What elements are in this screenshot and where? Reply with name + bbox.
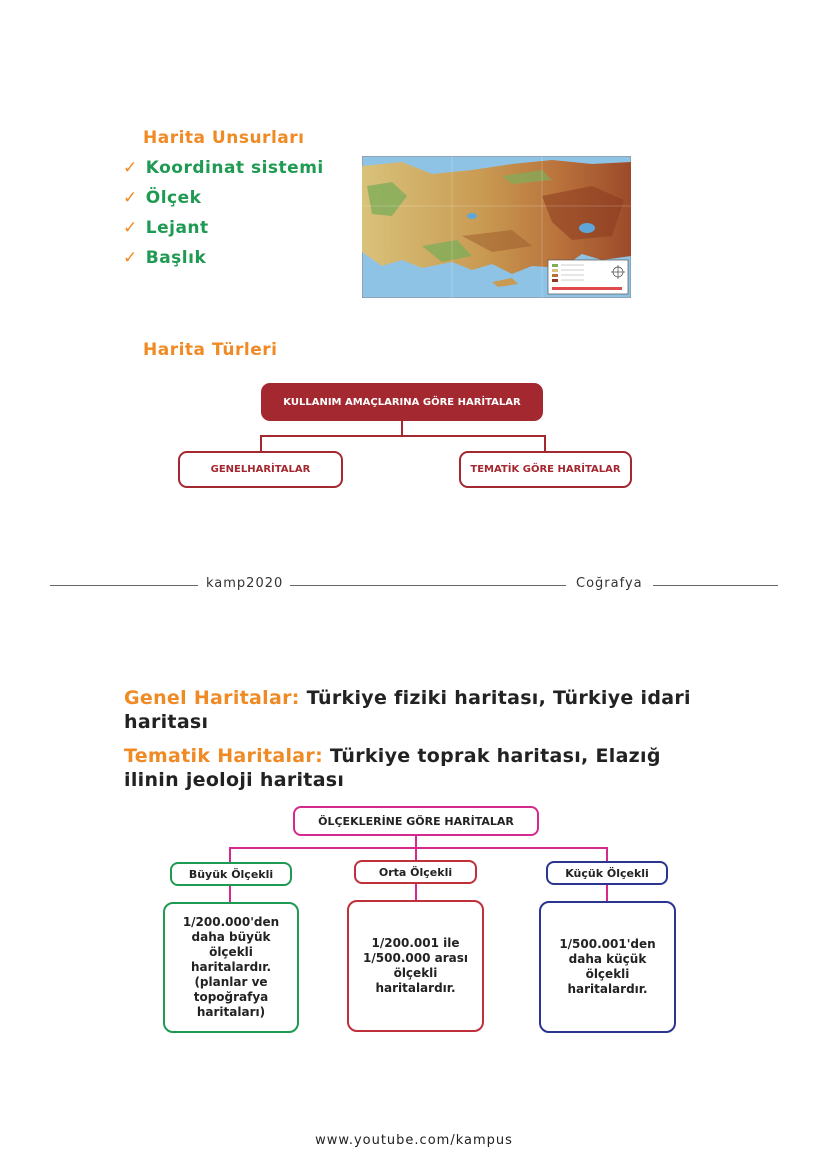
list-item: [123, 248, 324, 278]
list-item-label: Ölçek: [145, 188, 202, 208]
genel-label: Genel Haritalar:: [124, 687, 300, 709]
genel-text: Türkiye fiziki haritası, Türkiye idari haritası: [124, 687, 691, 733]
buyuk-olcekli-title: Büyük Ölçekli: [170, 862, 292, 886]
connector-line: [229, 886, 231, 902]
tematik-example: [124, 744, 704, 792]
footer-url[interactable]: www.youtube.com/kampus: [315, 1133, 513, 1148]
genel-haritalar-box: GENELHARİTALAR: [178, 451, 343, 488]
genel-example: [124, 686, 704, 734]
kucuk-olcekli-desc: 1/500.001'den daha küçük ölçekli haritalardır.: [539, 901, 676, 1033]
list-item: [123, 188, 324, 218]
connector-line: [415, 884, 417, 900]
list-item: [123, 218, 324, 248]
footer-divider: [290, 585, 566, 586]
footer-left-label: kamp2020: [206, 576, 284, 591]
orta-olcekli-title: Orta Ölçekli: [354, 860, 477, 884]
footer-divider: [50, 585, 198, 586]
connector-line: [544, 435, 546, 451]
connector-line: [415, 847, 417, 861]
unsurlar-heading: Harita Unsurları: [143, 128, 305, 148]
kullanim-root-box: KULLANIM AMAÇLARINA GÖRE HARİTALAR: [261, 383, 543, 421]
tematik-text: Türkiye toprak haritası, Elazığ ilinin jeoloji haritası: [124, 745, 661, 791]
connector-line: [606, 847, 608, 862]
connector-line: [401, 421, 403, 435]
check-icon: ✓: [123, 188, 138, 208]
olcek-root-box: ÖLÇEKLERİNE GÖRE HARİTALAR: [293, 806, 539, 836]
tematik-haritalar-box: TEMATİK GÖRE HARİTALAR: [459, 451, 632, 488]
list-item-label: Başlık: [145, 248, 207, 268]
turler-heading: Harita Türleri: [143, 340, 278, 360]
tematik-label: Tematik Haritalar:: [124, 745, 323, 767]
check-icon: ✓: [123, 218, 138, 238]
list-item-label: Koordinat sistemi: [145, 158, 324, 178]
check-icon: ✓: [123, 158, 138, 178]
unsurlar-list: [123, 158, 324, 278]
orta-olcekli-desc: 1/200.001 ile 1/500.000 arası ölçekli haritalardır.: [347, 900, 484, 1032]
buyuk-olcekli-desc: 1/200.000'den daha büyük ölçekli haritalardır. (planlar ve topoğrafya haritaları): [163, 902, 299, 1033]
kucuk-olcekli-title: Küçük Ölçekli: [546, 861, 668, 885]
check-icon: ✓: [123, 248, 138, 268]
connector-line: [606, 885, 608, 901]
connector-line: [229, 847, 231, 863]
connector-line: [260, 435, 546, 437]
list-item-label: Lejant: [145, 218, 209, 238]
connector-line: [260, 435, 262, 451]
footer-divider: [653, 585, 778, 586]
turkey-physical-map-image: [362, 156, 631, 298]
list-item: [123, 158, 324, 188]
footer-right-label: Coğrafya: [576, 576, 643, 591]
connector-line: [229, 847, 608, 849]
